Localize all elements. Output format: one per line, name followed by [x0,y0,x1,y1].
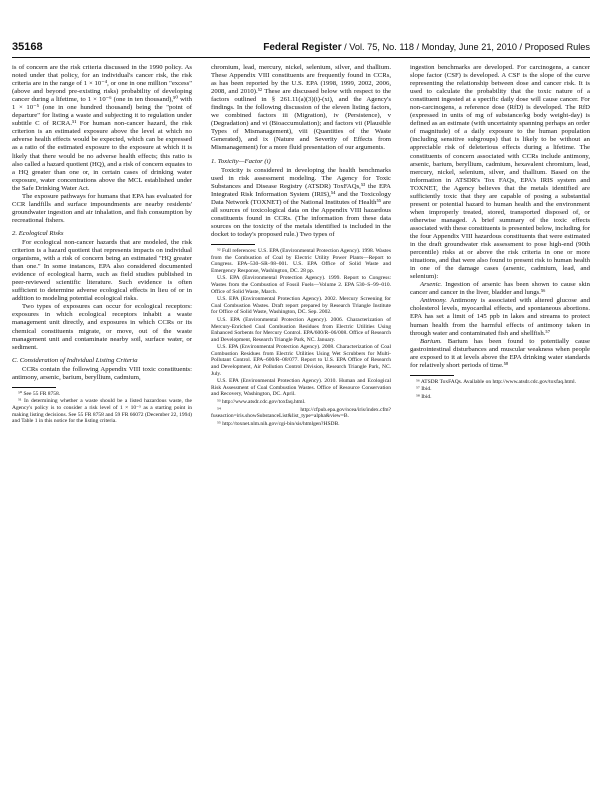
paragraph-text: Barium has been found to potentially cause gastrointestinal disturbances and muscular weakness when people are exposed to it at levels above the EPA drinking water standards for relatively short periods of time.⁵⁸ [410,337,590,369]
column-2 [211,64,391,784]
paragraph: is of concern are the risk criteria discussed in the 1990 policy. As noted under that policy, for an individual's cancer risk, the risk criteria are in the range of 1 × 10⁻⁴, or one in one million "excess" (above and beyond pre-existing risks) probability of developing cancer during a lifetime, to 1 × 10⁻⁶ (one in ten thousand),⁵⁰ with 1 × 10⁻⁵ (one in one hundred thousand) being the "point of departure" for listing a waste and subjecting it to regulation under subtitle C of RCRA.⁵¹ For human non-cancer hazard, the risk criterion is an estimated exposure above the level at which no adverse health effects would be expected, which can be expressed as a ratio of the estimated exposure to the exposure at which it is likely that there would be no adverse health effects; this ratio is also called a hazard quotient (HQ), and a risk of concern equates to a HQ greater than one or, in certain cases of drinking water exposure, water concentrations above the MCL established under the Safe Drinking Water Act. [12,64,192,192]
run-in-heading: Antimony. [420,297,447,305]
issue-details: / Vol. 75, No. 118 / Monday, June 21, 2010 / Proposed Rules [341,42,590,52]
footnote-link[interactable]: ⁵⁵ http://toxnet.nlm.nih.gov/cgi-bin/sis/htmlgen?HSDB. [217,420,340,427]
paragraph-text: Ingestion of arsenic has been shown to cause skin cancer and cancer in the liver, bladder and lungs.⁵⁶ [410,281,590,297]
footnote: U.S. EPA (Environmental Protection Agency). 2006. Characterization of Mercury-Enriched Coal Combustion Residues from Electric Utilities Using Enhanced Sorbents for Mercury Control. EPA/600/R–06/008. Office of Research and Development, Research Triangle Park, NC. January. [211,316,391,343]
paragraph: Toxicity is considered in developing the health benchmarks used in risk assessment modeling. The Agency for Toxic Substances and Disease Registry (ATSDR) ToxFAQs,⁵³ the EPA Integrated Risk Information System (IRIS),⁵⁴ and the Toxicology Data Network (TOXNET) of the National Institutes of Health⁵⁵ are all sources of toxicological data on the Appendix VIII hazardous constituents found in CCRs. (The information from these data sources on the toxicity of the metals identified is included in the docket to today's proposed rule.) Two types of [211,166,391,238]
publication-name: Federal Register [263,42,342,53]
footnote: ⁵⁸ Ibid. [416,393,432,400]
footnote-rule [12,387,56,388]
paragraph: CCRs contain the following Appendix VIII toxic constituents: antimony, arsenic, barium, beryllium, cadmium, [12,365,192,381]
paragraph [410,281,590,297]
footnote-link[interactable]: ⁵⁶ ATSDR ToxFAQs. Available on http://www.atsdr.cdc.gov/toxfaq.html. [416,378,576,385]
column-1 [12,64,192,784]
running-head [263,40,590,55]
paragraph: chromium, lead, mercury, nickel, selenium, silver, and thallium. These Appendix VIII constituents are frequently found in CCRs, as has been reported by the U.S. EPA (1998, 1999, 2002, 2006, 2008, and 2010).⁵² These are discussed below with respect to the factors outlined in § 261.11(a)(3)(i)-(xi), and the Agency's findings. In the following discussion of the eleven listing factors, we combined factors iii (Migration), iv (Persistence), v (Degradation) and vi (Bioaccumulation); and factors vii (Plausible Types of Mismanagement), viii (Quantities of the Waste Generated), and ix (Nature and Severity of Effects from Mismanagement) for a more fluid presentation of our arguments. [211,64,391,152]
run-in-heading: Arsenic. [420,281,443,289]
page-header [12,40,590,56]
footnote-link[interactable]: ⁵⁴ http://cfpub.epa.gov/ncea/iris/index.cfm?fuseaction=iris.showSubstanceList&list_type=alpha&view=B. [211,406,391,420]
footnote: ⁵¹ In determining whether a waste should be a listed hazardous waste, the Agency's policy is to consider a risk level of 1 × 10⁻⁵ as a starting point in making listing decisions. See 55 FR 8758 and 59 FR 66072 (December 22, 1994) and Table 1 in this notice for the listing criteria. [12,398,192,425]
footnote-rule [410,375,454,376]
paragraph-text: Antimony is associated with altered glucose and cholesterol levels, myocardial effects, and spontaneous abortions. EPA has set a limit of 145 ppb in lakes and streams to protect human health from the harmful effects of antimony taken in through water and contaminated fish and shellfish.⁵⁷ [410,297,590,337]
column-3 [410,64,590,784]
paragraph: The exposure pathways for humans that EPA has evaluated for CCR landfills and surface impoundments are nearby residents' groundwater ingestion and air inhalation, and fish consumption by recreational fishers. [12,192,192,224]
paragraph [410,338,590,370]
footnote: U.S. EPA (Environmental Protection Agency). 2002. Mercury Screening for Coal Combustion Wastes. Draft report prepared by Research Triangle Institute for Office of Solid Waste, Washington, DC. Sep. 2002. [211,296,391,316]
section-heading: 1. Toxicity—Factor (i) [211,157,271,165]
footnote: ⁵² Full references: U.S. EPA (Environmental Protection Agency). 1998. Wastes from the Combustion of Coal by Electric Utility Power Plants—Report to Congress. EPA–530–SR–98–001. U.S. EPA Office of Solid Waste and Emergency Response, Washington, DC. 28 pp. [211,247,391,274]
paragraph: For ecological non-cancer hazards that are modeled, the risk criterion is a hazard quotient that represents impacts on individual organisms, with a risk of concern being an estimated "HQ greater than one." In some instances, EPA also considered documented evidence of ecological harm, such as field studies published in peer-reviewed scientific literature. Such evidence is often sufficient to determine adverse ecological effects in lieu of or in addition to modeling potential ecological risks. [12,238,192,303]
header-rule [12,57,590,58]
paragraph: ingestion benchmarks are developed. For carcinogens, a cancer slope factor (CSF) is developed. A CSF is the slope of the curve representing the relationship between dose and cancer risk. It is used to calculate the probability that the toxic nature of a constituent ingested at a specific daily dose will cause cancer. For non-carcinogens, a reference dose (RfD) is developed. The RfD (expressed in units of mg of substance/kg body weight-day) is defined as an estimate (with uncertainty spanning perhaps an order of magnitude) of a daily exposure to the human population (including sensitive subgroups) that is likely to be without an appreciable risk of deleterious effects during a lifetime. The constituents of concern associated with CCRs include antimony, arsenic, barium, beryllium, cadmium, hexavalent chromium, lead, mercury, nickel, selenium, silver, and thallium. Based on the information in ATSDR's Tox FAQs, EPA's IRIS system and TOXNET, the Agency believes that the metals identified are sufficiently toxic that they are capable of posing a substantial present or potential hazard to human health and the environment when improperly treated, stored, transported disposed of, or otherwise managed. A brief summary of the toxic effects associated with these constituents is presented below, including for the four Appendix VIII hazardous constituents that were estimated in the draft groundwater risk assessment to pose high-end (90th percentile) risks at or above the risk criteria in one or more situations, and that were also found to present risk to human health in one of the damage cases (arsenic, cadmium, lead, and selenium): [410,64,590,281]
paragraph: Two types of exposures can occur for ecological receptors: exposures in which ecological receptors inhabit a waste management unit directly, and exposures in which CCRs or its chemical constituents migrate, or move, out of the waste management unit and contaminate nearby soil, surface water, or sediment. [12,303,192,351]
footnote: U.S. EPA (Environmental Protection Agency). 1999. Report to Congress: Wastes from the Combustion of Fossil Fuels—Volume 2. EPA 530–S–99–010. Office of Solid Waste, March. [211,275,391,295]
footnote: ⁵⁷ Ibid. [416,386,432,393]
section-heading: 2. Ecological Risks [12,229,64,237]
paragraph [410,297,590,337]
footnote-link[interactable]: ⁵³ http://www.atsdr.cdc.gov/toxfaq.html. [217,399,306,406]
footnote: U.S. EPA (Environmental Protection Agency). 2008. Characterization of Coal Combustion Residues from Electric Utilities Using Wet Scrubbers for Multi-Pollutant Control. EPA–600/R–08/077. Report to U.S. EPA Office of Research and Development, Air Pollution Control Division, Research Triangle Park, NC. July. [211,344,391,377]
page-number: 35168 [12,41,43,53]
footnote: ⁵⁰ See 55 FR 8758. [18,390,61,397]
footnote-rule [211,244,255,245]
section-heading: C. Consideration of Individual Listing Criteria [12,356,138,364]
footnote: U.S. EPA (Environmental Protection Agency). 2010. Human and Ecological Risk Assessment of Coal Combustion Wastes. Office of Resource Conservation and Recovery, Washington, DC. April. [211,378,391,398]
run-in-heading: Barium. [420,337,442,345]
